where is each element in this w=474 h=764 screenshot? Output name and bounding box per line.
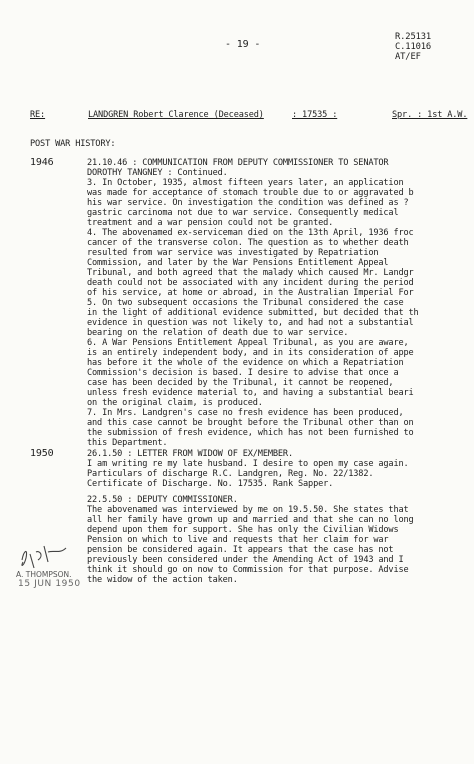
reference-line: C.11016: [395, 42, 432, 52]
entry-line: case has been decided by the Tribunal, it cannot be reopened,: [87, 378, 394, 388]
section-title: POST WAR HISTORY:: [30, 139, 116, 149]
entry-year: 1946: [30, 157, 54, 168]
entry-line: Certificate of Discharge. No. 17535. Rank Sapper.: [87, 479, 334, 489]
entry-line: cancer of the transverse colon. The question as to whether death: [87, 238, 409, 248]
entry-heading: 26.1.50 : LETTER FROM WIDOW OF EX/MEMBER.: [87, 449, 293, 459]
entry-year: 1950: [30, 448, 54, 459]
entry-line: is an entirely independent body, and in its consideration of appe: [87, 348, 414, 358]
page-number: - 19 -: [225, 39, 261, 50]
entry-line: Particulars of discharge R.C. Landgren, Reg. No. 22/1382.: [87, 469, 374, 479]
entry-heading: 22.5.50 : DEPUTY COMMISSIONER.: [87, 495, 238, 505]
entry-line: previously been considered under the Amending Act of 1943 and I: [87, 555, 404, 565]
entry-line: has before it the whole of the evidence on which a Repatriation: [87, 358, 404, 368]
re-label: RE:: [30, 110, 46, 120]
entry-line: bearing on the relation of death due to war service.: [87, 328, 349, 338]
entry-line: the submission of fresh evidence, which has not been furnished to: [87, 428, 414, 438]
entry-line: The abovenamed was interviewed by me on 19.5.50. She states that: [87, 505, 409, 515]
entry-line: treatment and a war pension could not be granted.: [87, 218, 334, 228]
entry-line: 6. A War Pensions Entitlement Appeal Tribunal, as you are aware,: [87, 338, 409, 348]
entry-line: unless fresh evidence material to, and having a substantial beari: [87, 388, 414, 398]
entry-line: depend upon them for support. She has only the Civilian Widows: [87, 525, 399, 535]
handwritten-initials: [14, 540, 74, 574]
entry-line: 3. In October, 1935, almost fifteen years later, an application: [87, 178, 404, 188]
entry-line: evidence in question was not likely to, and had not a substantial: [87, 318, 414, 328]
stamp-name: A. THOMPSON.: [16, 570, 72, 579]
entry-line: in the light of additional evidence submitted, but decided that th: [87, 308, 419, 318]
entry-line: this Department.: [87, 438, 168, 448]
entry-line: gastric carcinoma not due to war service. Consequently medical: [87, 208, 399, 218]
entry-line: his war service. On investigation the condition was defined as ?: [87, 198, 409, 208]
stamp-date: 15 JUN 1950: [18, 579, 81, 589]
re-number: : 17535 :: [292, 110, 338, 120]
entry-line: death could not be associated with any incident during the period: [87, 278, 414, 288]
entry-line: resulted from war service was investigated by Repatriation: [87, 248, 379, 258]
entry-line: Pension on which to live and requests that her claim for war: [87, 535, 389, 545]
reference-line: AT/EF: [395, 52, 421, 62]
entry-line: DOROTHY TANGNEY : Continued.: [87, 168, 228, 178]
re-name: LANDGREN Robert Clarence (Deceased): [88, 110, 264, 120]
entry-line: was made for acceptance of stomach trouble due to or aggravated b: [87, 188, 414, 198]
entry-line: 5. On two subsequent occasions the Tribunal considered the case: [87, 298, 404, 308]
entry-line: the widow of the action taken.: [87, 575, 238, 585]
entry-line: 7. In Mrs. Landgren's case no fresh evidence has been produced,: [87, 408, 404, 418]
reference-line: R.25131: [395, 32, 432, 42]
entry-line: pension be considered again. It appears that the case has not: [87, 545, 394, 555]
entry-line: 4. The abovenamed ex-serviceman died on the 13th April, 1936 froc: [87, 228, 414, 238]
entry-line: I am writing re my late husband. I desire to open my case again.: [87, 459, 409, 469]
entry-line: think it should go on now to Commission for that purpose. Advise: [87, 565, 409, 575]
entry-line: and this case cannot be brought before the Tribunal other than on: [87, 418, 414, 428]
entry-line: all her family have grown up and married and that she can no long: [87, 515, 414, 525]
entry-line: on the original claim, is produced.: [87, 398, 263, 408]
entry-line: Commission's decision is based. I desire to advise that once a: [87, 368, 399, 378]
entry-line: of his service, at home or abroad, in the Australian Imperial For: [87, 288, 414, 298]
re-rank: Spr. : 1st A.W.: [392, 110, 468, 120]
entry-heading: 21.10.46 : COMMUNICATION FROM DEPUTY COMMISSIONER TO SENATOR: [87, 158, 389, 168]
entry-line: Commission, and later by the War Pensions Entitlement Appeal: [87, 258, 389, 268]
entry-line: Tribunal, and both agreed that the malady which caused Mr. Landgr: [87, 268, 414, 278]
